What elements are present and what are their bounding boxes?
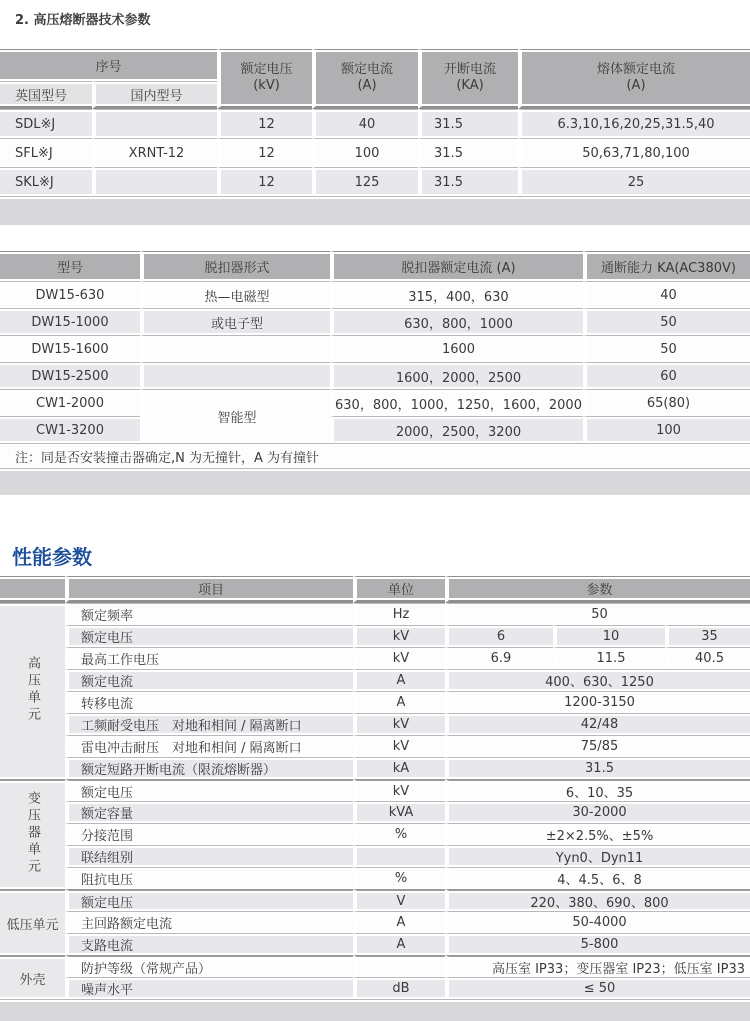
- cell-value: 50-4000: [445, 911, 750, 933]
- cell-capacity: 65(80): [583, 389, 750, 416]
- cell-capacity: 40: [583, 281, 750, 308]
- cell-rated-voltage: 12: [217, 167, 312, 196]
- table-row: [0, 138, 750, 167]
- group-label-text: 低压单元: [6, 917, 59, 933]
- group-label-text: 外壳: [19, 972, 46, 988]
- cell-cn-model: XRNT-12: [92, 138, 217, 167]
- table-row: [0, 603, 750, 625]
- cell-capacity: 100: [583, 416, 750, 443]
- table-bottom-strip: [0, 468, 750, 495]
- cell-unit: [353, 845, 445, 867]
- table-row: [0, 691, 750, 713]
- cell-unit: kVA: [353, 801, 445, 823]
- table-row: [0, 416, 750, 443]
- cell-item: 雷电冲击耐压 对地和相间 / 隔离断口: [65, 735, 353, 757]
- column-header-uk-model: 英国型号: [0, 81, 92, 109]
- table-note-row: [0, 443, 750, 468]
- cell-trip-current: 630，800，1000: [330, 308, 583, 335]
- cell-trip-current: 1600: [330, 335, 583, 362]
- table-row: [0, 801, 750, 823]
- table-row: [0, 625, 750, 647]
- cell-value: 30-2000: [445, 801, 750, 823]
- cell-value: 6.9: [445, 647, 553, 669]
- cell-unit: [353, 955, 445, 977]
- cell-item: 阻抗电压: [65, 867, 353, 889]
- cell-item: 主回路额定电流: [65, 911, 353, 933]
- column-header-breaking-current: 开断电流 (KA): [418, 49, 518, 109]
- cell-rated-voltage: 12: [217, 109, 312, 138]
- cell-cn-model: [92, 109, 217, 138]
- cell-value: 5-800: [445, 933, 750, 955]
- cell-value: 4、4.5、6、8: [445, 867, 750, 889]
- cell-value: 31.5: [445, 757, 750, 779]
- cell-model: CW1-2000: [0, 389, 140, 416]
- cell-trip-type: 或电子型: [140, 308, 330, 335]
- cell-trip-type: [140, 362, 330, 389]
- table-row: [0, 362, 750, 389]
- cell-rated-current: 40: [312, 109, 418, 138]
- column-header-serial: 序号: [0, 49, 217, 81]
- cell-value: 50: [445, 603, 750, 625]
- table-row: [0, 845, 750, 867]
- cell-trip-type-merged: 智能型: [140, 389, 330, 443]
- cell-value: 75/85: [445, 735, 750, 757]
- cell-breaking-current: 31.5: [418, 167, 518, 196]
- fuse-table: [0, 49, 750, 225]
- cell-value: 10: [553, 625, 665, 647]
- column-header-capacity: 通断能力 KA(AC380V): [583, 251, 750, 281]
- cell-item: 最高工作电压: [65, 647, 353, 669]
- cell-unit: dB: [353, 977, 445, 999]
- cell-unit: A: [353, 669, 445, 691]
- cell-uk-model: SKL※J: [0, 167, 92, 196]
- cell-item: 额定频率: [65, 603, 353, 625]
- cell-model: CW1-3200: [0, 416, 140, 443]
- breaker-table: [0, 251, 750, 495]
- cell-trip-type: [140, 335, 330, 362]
- column-header-item: 项目: [65, 576, 353, 603]
- column-header-cn-model: 国内型号: [92, 81, 217, 109]
- cell-value: 42/48: [445, 713, 750, 735]
- table-row: [0, 977, 750, 999]
- table-row: [0, 757, 750, 779]
- table-row: [0, 335, 750, 362]
- cell-unit: %: [353, 867, 445, 889]
- table-row: [0, 911, 750, 933]
- cell-model: DW15-1600: [0, 335, 140, 362]
- row-group-label-hv-unit: [0, 603, 65, 779]
- cell-value: ≤ 50: [445, 977, 750, 999]
- cell-unit: kA: [353, 757, 445, 779]
- cell-model: DW15-2500: [0, 362, 140, 389]
- cell-trip-current: 630，800，1000，1250，1600，2000: [330, 389, 583, 416]
- table-row: [0, 389, 750, 416]
- cell-model: DW15-1000: [0, 308, 140, 335]
- cell-value: 400、630、1250: [445, 669, 750, 691]
- cell-unit: %: [353, 823, 445, 845]
- cell-uk-model: SDL※J: [0, 109, 92, 138]
- performance-table: [0, 576, 750, 1021]
- row-group-label-transformer-unit: [0, 779, 65, 889]
- table-row: [0, 823, 750, 845]
- cell-value: Yyn0、Dyn11: [445, 845, 750, 867]
- cell-unit: kV: [353, 713, 445, 735]
- column-header-trip-current: 脱扣器额定电流 (A): [330, 251, 583, 281]
- performance-params-title: 性能参数: [12, 545, 92, 569]
- cell-item: 联结组别: [65, 845, 353, 867]
- cell-item: 工频耐受电压 对地和相间 / 隔离断口: [65, 713, 353, 735]
- cell-model: DW15-630: [0, 281, 140, 308]
- cell-trip-current: 315，400，630: [330, 281, 583, 308]
- cell-rated-current: 125: [312, 167, 418, 196]
- column-header-group: [0, 576, 65, 603]
- cell-melt-current: 50,63,71,80,100: [518, 138, 750, 167]
- cell-unit: kV: [353, 735, 445, 757]
- fuse-table-header-row: [0, 49, 750, 81]
- cell-unit: kV: [353, 625, 445, 647]
- cell-unit: A: [353, 691, 445, 713]
- column-header-model: 型号: [0, 251, 140, 281]
- cell-unit: kV: [353, 779, 445, 801]
- cell-item: 噪声水平: [65, 977, 353, 999]
- cell-cn-model: [92, 167, 217, 196]
- cell-value: 35: [665, 625, 750, 647]
- cell-value: ±2×2.5%、±5%: [445, 823, 750, 845]
- cell-melt-current: 6.3,10,16,20,25,31.5,40: [518, 109, 750, 138]
- cell-unit: A: [353, 933, 445, 955]
- table-row: [0, 955, 750, 977]
- table-note: 注：同是否安装撞击器确定,N 为无撞针，A 为有撞针: [0, 443, 750, 468]
- cell-item: 支路电流: [65, 933, 353, 955]
- cell-item: 额定电压: [65, 625, 353, 647]
- table-bottom-strip: [0, 196, 750, 225]
- cell-value: 6: [445, 625, 553, 647]
- table-row: [0, 669, 750, 691]
- column-header-trip-type: 脱扣器形式: [140, 251, 330, 281]
- table-row: [0, 647, 750, 669]
- table-row: [0, 167, 750, 196]
- cell-unit: A: [353, 911, 445, 933]
- cell-trip-current: 2000，2500，3200: [330, 416, 583, 443]
- cell-breaking-current: 31.5: [418, 138, 518, 167]
- group-label-text: 变压器单元: [25, 790, 40, 876]
- performance-table-header-row: [0, 576, 750, 603]
- table-row: [0, 308, 750, 335]
- cell-capacity: 60: [583, 362, 750, 389]
- cell-value: 高压室 IP33；变压器室 IP23；低压室 IP33: [445, 955, 750, 977]
- table-row: [0, 281, 750, 308]
- cell-item: 转移电流: [65, 691, 353, 713]
- cell-unit: V: [353, 889, 445, 911]
- cell-item: 防护等级（常规产品）: [65, 955, 353, 977]
- breaker-table-header-row: [0, 251, 750, 281]
- cell-value: 1200-3150: [445, 691, 750, 713]
- cell-breaking-current: 31.5: [418, 109, 518, 138]
- cell-item: 分接范围: [65, 823, 353, 845]
- row-group-label-lv-unit: [0, 889, 65, 955]
- cell-item: 额定电压: [65, 779, 353, 801]
- cell-value: 40.5: [665, 647, 750, 669]
- cell-uk-model: SFL※J: [0, 138, 92, 167]
- cell-item: 额定电压: [65, 889, 353, 911]
- table-row: [0, 933, 750, 955]
- cell-trip-type: 热—电磁型: [140, 281, 330, 308]
- cell-item: 额定电流: [65, 669, 353, 691]
- table-row: [0, 713, 750, 735]
- group-label-text: 高压单元: [25, 655, 40, 724]
- row-group-label-enclosure: [0, 955, 65, 999]
- cell-rated-current: 100: [312, 138, 418, 167]
- table-row: [0, 867, 750, 889]
- table-row: [0, 779, 750, 801]
- cell-unit: Hz: [353, 603, 445, 625]
- cell-capacity: 50: [583, 308, 750, 335]
- table-row: [0, 109, 750, 138]
- cell-unit: kV: [353, 647, 445, 669]
- column-header-unit: 单位: [353, 576, 445, 603]
- table-bottom-strip: [0, 999, 750, 1021]
- cell-value: 220、380、690、800: [445, 889, 750, 911]
- column-header-rated-current: 额定电流 (A): [312, 49, 418, 109]
- table-row: [0, 889, 750, 911]
- column-header-param: 参数: [445, 576, 750, 603]
- cell-melt-current: 25: [518, 167, 750, 196]
- cell-capacity: 50: [583, 335, 750, 362]
- column-header-melt-rated-current: 熔体额定电流 (A): [518, 49, 750, 109]
- cell-item: 额定容量: [65, 801, 353, 823]
- cell-item: 额定短路开断电流（限流熔断器）: [65, 757, 353, 779]
- cell-value: 6、10、35: [445, 779, 750, 801]
- cell-value: 11.5: [553, 647, 665, 669]
- cell-rated-voltage: 12: [217, 138, 312, 167]
- column-header-rated-voltage: 额定电压 (kV): [217, 49, 312, 109]
- table-row: [0, 735, 750, 757]
- fuse-params-title: 2. 高压熔断器技术参数: [15, 13, 151, 28]
- cell-trip-current: 1600，2000，2500: [330, 362, 583, 389]
